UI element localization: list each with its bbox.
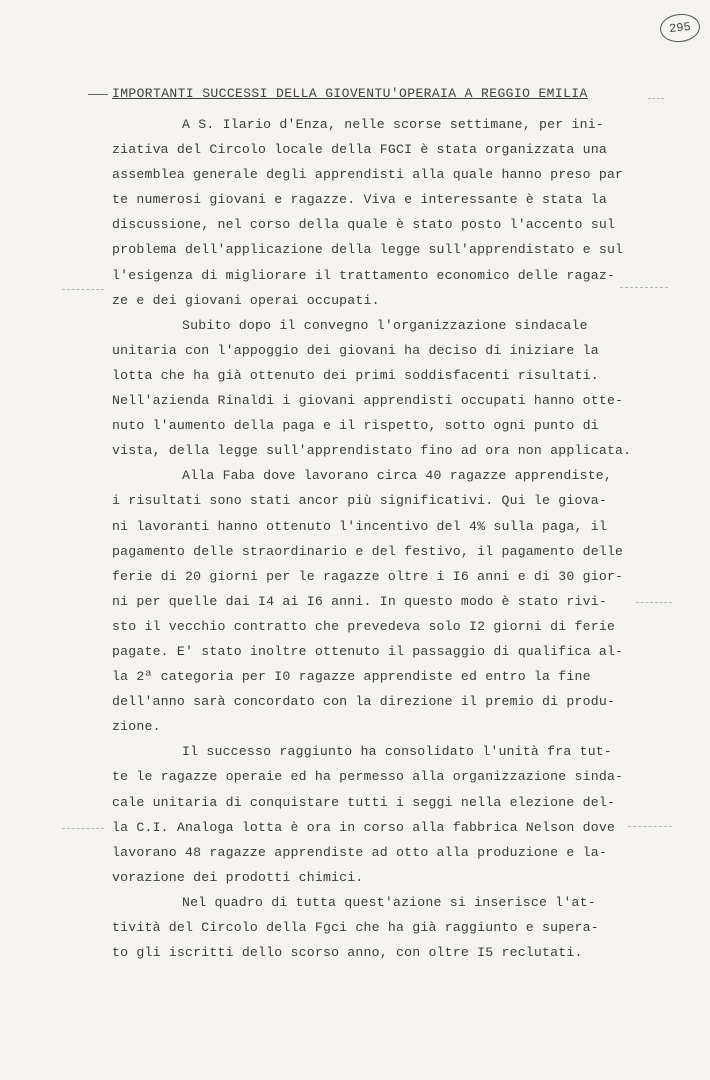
text-line: nuto l'aumento della paga e il rispetto, sotto ogni punto di <box>112 418 599 434</box>
text-line: vorazione dei prodotti chimici. <box>112 869 364 885</box>
margin-mark <box>62 828 104 830</box>
text-line: zione. <box>112 719 161 735</box>
text-line: Alla Faba dove lavorano circa 40 ragazze apprendiste, <box>182 468 613 484</box>
text-line: to gli iscritti dello scorso anno, con oltre I5 reclutati. <box>112 945 583 961</box>
text-line: pagamento delle straordinario e del festivo, il pagamento delle <box>112 543 624 559</box>
text-line: ni per quelle dai I4 ai I6 anni. In questo modo è stato rivi- <box>112 593 607 609</box>
text-line: ferie di 20 giorni per le ragazze oltre i I6 anni e di 30 gior- <box>112 568 624 584</box>
page-number-stamp: 295 <box>659 12 702 44</box>
text-line: lavorano 48 ragazze apprendiste ad otto alla produzione e la- <box>112 844 607 860</box>
text-line: ze e dei giovani operai occupati. <box>112 292 380 308</box>
text-line: Nell'azienda Rinaldi i giovani apprendisti occupati hanno otte- <box>112 393 624 409</box>
text-line: problema dell'applicazione della legge sull'apprendistato e sul <box>112 242 624 258</box>
text-line: la C.I. Analoga lotta è ora in corso alla fabbrica Nelson dove <box>112 819 616 835</box>
body-text <box>112 112 642 965</box>
text-line: A S. Ilario d'Enza, nelle scorse settimane, per ini- <box>182 117 604 132</box>
margin-mark <box>62 289 104 291</box>
margin-mark <box>648 98 664 100</box>
text-line: pagate. E' stato inoltre ottenuto il passaggio di qualifica al- <box>112 643 624 659</box>
text-line: te le ragazze operaie ed ha permesso alla organizzazione sinda- <box>112 769 624 785</box>
text-line: vista, della legge sull'apprendistato fino ad ora non applicata. <box>112 443 632 459</box>
text-line: te numerosi giovani e ragazze. Viva e interessante è stata la <box>112 192 607 208</box>
text-line: Nel quadro di tutta quest'azione si inserisce l'at- <box>182 894 596 910</box>
text-line: i risultati sono stati ancor più significativi. Qui le giova- <box>112 493 607 509</box>
text-line: l'esigenza di migliorare il trattamento economico delle ragaz- <box>112 267 616 283</box>
text-line: discussione, nel corso della quale è stato posto l'accento sul <box>112 217 616 233</box>
text-line: tività del Circolo della Fgci che ha già raggiunto e supera- <box>112 920 599 935</box>
text-line: sto il vecchio contratto che prevedeva solo I2 giorni di ferie <box>112 618 616 634</box>
title-dash <box>88 94 108 95</box>
text-line: ziativa del Circolo locale della FGCI è stata organizzata una <box>112 142 607 158</box>
text-line: unitaria con l'appoggio dei giovani ha deciso di iniziare la <box>112 342 599 358</box>
document-title: IMPORTANTI SUCCESSI DELLA GIOVENTU'OPERAIA A REGGIO EMILIA <box>112 86 588 101</box>
text-line: dell'anno sarà concordato con la direzione il premio di produ- <box>112 694 616 710</box>
text-line: lotta che ha già ottenuto dei primi soddisfacenti risultati. <box>112 367 599 383</box>
text-line: ni lavoranti hanno ottenuto l'incentivo del 4% sulla paga, il <box>112 518 607 534</box>
text-line: assemblea generale degli apprendisti alla quale hanno preso par <box>112 167 624 183</box>
text-line: Subito dopo il convegno l'organizzazione sindacale <box>182 317 588 333</box>
text-line: cale unitaria di conquistare tutti i seggi nella elezione del- <box>112 794 616 810</box>
text-line: Il successo raggiunto ha consolidato l'unità fra tut- <box>182 744 613 760</box>
text-line: la 2ª categoria per I0 ragazze apprendiste ed entro la fine <box>112 669 591 685</box>
